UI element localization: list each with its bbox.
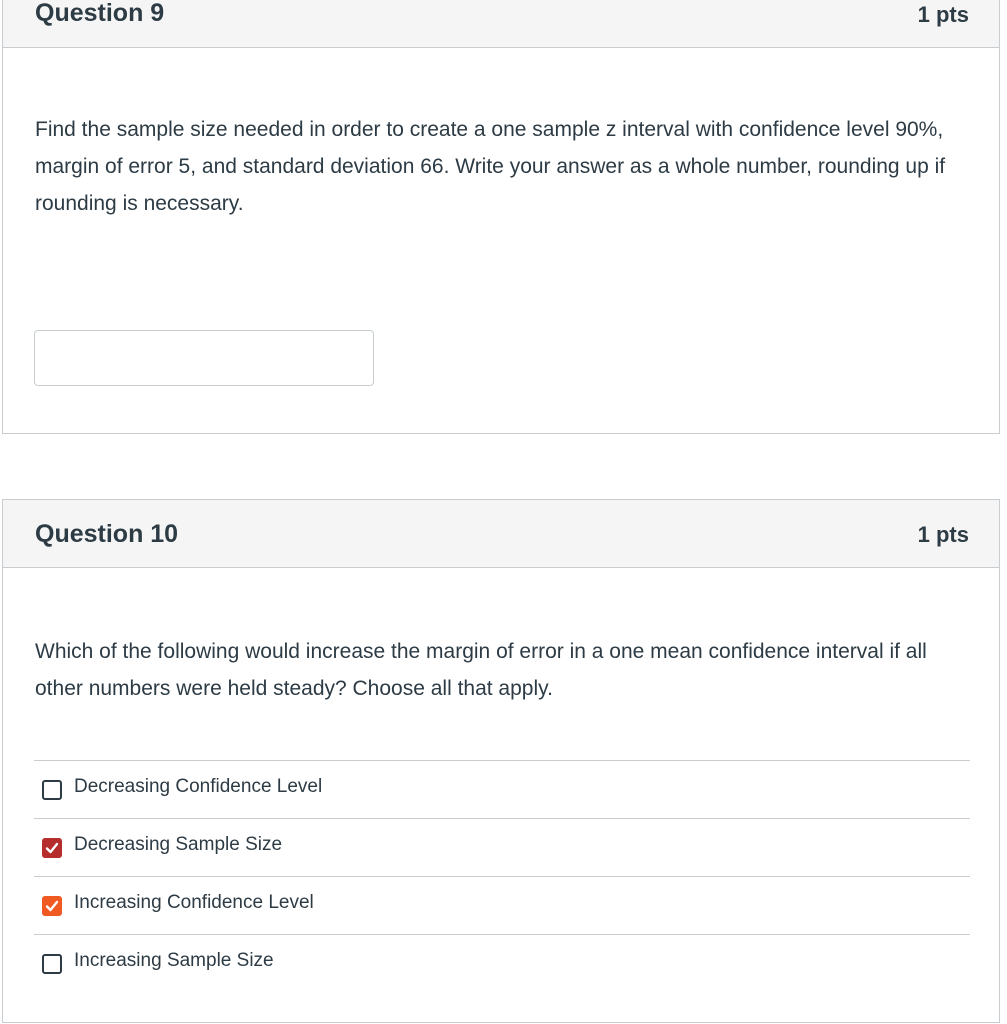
- checkbox-checked-icon[interactable]: [42, 838, 62, 858]
- question-text: Find the sample size needed in order to create a one sample z interval with confidence level 90%, margin of error 5, and standard deviation 66. Write your answer as a whole number, rounding up if rounding is necessary.: [35, 118, 946, 215]
- answer-label[interactable]: Decreasing Sample Size: [74, 834, 283, 855]
- answer-option[interactable]: [34, 935, 970, 992]
- question-points: 1 pts: [917, 2, 969, 27]
- checkbox-unchecked-icon[interactable]: [42, 954, 62, 974]
- answer-label[interactable]: Increasing Sample Size: [74, 950, 274, 971]
- question-header: [3, 500, 999, 568]
- question-text: Which of the following would increase the margin of error in a one mean confidence interval if all other numbers were held steady? Choose all that apply.: [35, 640, 927, 700]
- question-title: Question 10: [35, 520, 179, 548]
- question-10-card: [2, 499, 1000, 1023]
- answer-option[interactable]: [34, 819, 970, 877]
- answer-option[interactable]: [34, 877, 970, 935]
- answer-label[interactable]: Increasing Confidence Level: [74, 892, 314, 913]
- answer-input[interactable]: [34, 330, 374, 386]
- checkbox-unchecked-icon[interactable]: [42, 780, 62, 800]
- answer-options-list: [34, 760, 970, 992]
- question-title: Question 9: [35, 0, 165, 27]
- question-header: [3, 0, 999, 48]
- question-points: 1 pts: [917, 522, 969, 547]
- checkbox-checked-icon[interactable]: [42, 896, 62, 916]
- question-9-card: [2, 0, 1000, 434]
- answer-option[interactable]: [34, 761, 970, 819]
- answer-label[interactable]: Decreasing Confidence Level: [74, 776, 323, 797]
